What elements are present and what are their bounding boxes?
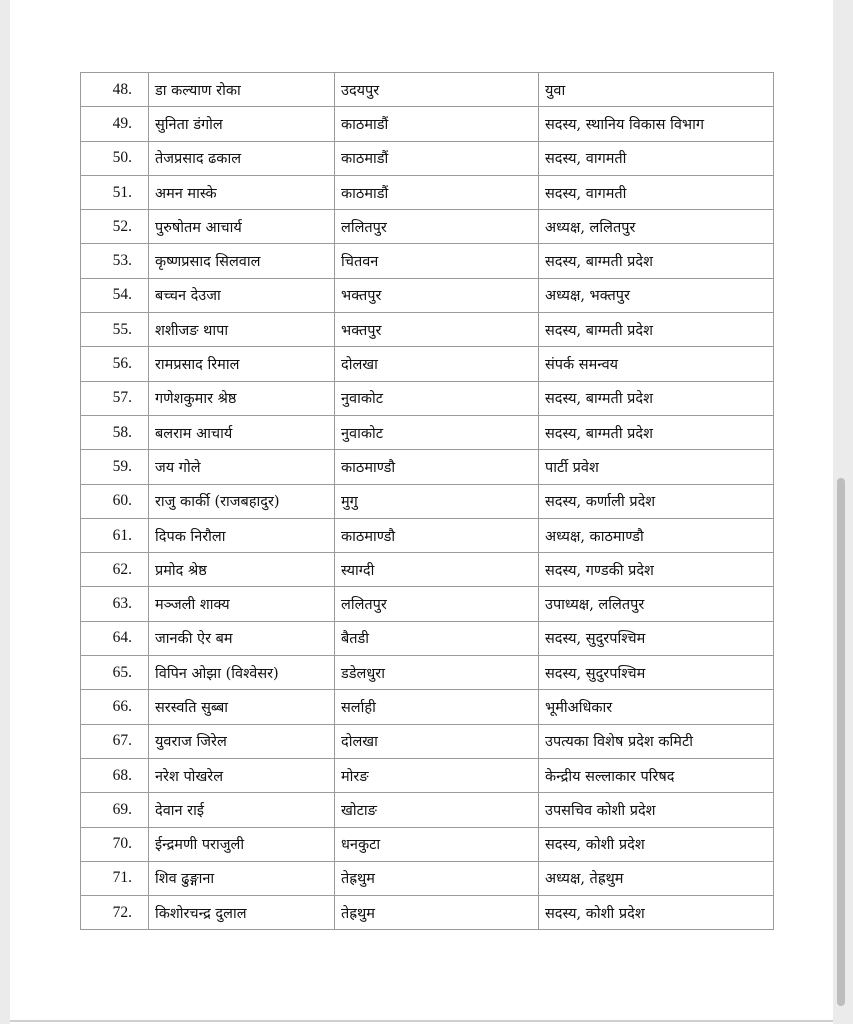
member-name: जानकी ऐर बम: [149, 621, 335, 655]
table-row: [81, 758, 774, 792]
table-row: [81, 896, 774, 930]
member-name: बलराम आचार्य: [149, 415, 335, 449]
member-district: दोलखा: [335, 724, 539, 758]
member-name: अमन मास्के: [149, 175, 335, 209]
table-row: [81, 141, 774, 175]
member-role: उपाध्यक्ष, ललितपुर: [539, 587, 774, 621]
member-name: बच्चन देउजा: [149, 278, 335, 312]
member-name: नरेश पोखरेल: [149, 758, 335, 792]
table-row: [81, 73, 774, 107]
member-name: रामप्रसाद रिमाल: [149, 347, 335, 381]
member-role: उपसचिव कोशी प्रदेश: [539, 793, 774, 827]
member-name: विपिन ओझा (विश्वेसर): [149, 656, 335, 690]
member-district: काठमाण्डौ: [335, 450, 539, 484]
member-district: मोरङ: [335, 758, 539, 792]
table-row: [81, 518, 774, 552]
row-number: 50.: [81, 141, 149, 175]
table-row: [81, 861, 774, 895]
row-number: 66.: [81, 690, 149, 724]
member-name: सुनिता डंगोल: [149, 107, 335, 141]
row-number: 51.: [81, 175, 149, 209]
member-role: सदस्य, सुदुरपश्चिम: [539, 621, 774, 655]
table-row: [81, 450, 774, 484]
member-name: डा कल्याण रोका: [149, 73, 335, 107]
member-role: सदस्य, गण्डकी प्रदेश: [539, 553, 774, 587]
table-row: [81, 175, 774, 209]
member-district: काठमाडौं: [335, 141, 539, 175]
member-name: पुरुषोतम आचार्य: [149, 210, 335, 244]
row-number: 63.: [81, 587, 149, 621]
member-district: भक्तपुर: [335, 278, 539, 312]
member-role: संपर्क समन्वय: [539, 347, 774, 381]
member-role: सदस्य, बाग्मती प्रदेश: [539, 244, 774, 278]
member-role: अध्यक्ष, ललितपुर: [539, 210, 774, 244]
member-role: सदस्य, कोशी प्रदेश: [539, 896, 774, 930]
member-name: कृष्णप्रसाद सिलवाल: [149, 244, 335, 278]
table-row: [81, 244, 774, 278]
member-name: तेजप्रसाद ढकाल: [149, 141, 335, 175]
member-name: शिव ढुङ्गाना: [149, 861, 335, 895]
row-number: 69.: [81, 793, 149, 827]
member-name: दिपक निरौला: [149, 518, 335, 552]
row-number: 60.: [81, 484, 149, 518]
member-name: सरस्वति सुब्बा: [149, 690, 335, 724]
member-name: युवराज जिरेल: [149, 724, 335, 758]
page-bottom-border: [10, 1020, 833, 1022]
member-role: युवा: [539, 73, 774, 107]
row-number: 49.: [81, 107, 149, 141]
member-district: ललितपुर: [335, 210, 539, 244]
member-district: सर्लाही: [335, 690, 539, 724]
member-district: तेह्रथुम: [335, 861, 539, 895]
table-row: [81, 347, 774, 381]
row-number: 67.: [81, 724, 149, 758]
table-row: [81, 278, 774, 312]
member-district: नुवाकोट: [335, 415, 539, 449]
table-row: [81, 793, 774, 827]
member-role: सदस्य, बाग्मती प्रदेश: [539, 381, 774, 415]
member-district: काठमाडौं: [335, 175, 539, 209]
row-number: 54.: [81, 278, 149, 312]
table-row: [81, 587, 774, 621]
member-district: स्याग्दी: [335, 553, 539, 587]
table-row: [81, 313, 774, 347]
table-row: [81, 621, 774, 655]
member-district: दोलखा: [335, 347, 539, 381]
table-row: [81, 107, 774, 141]
member-district: चितवन: [335, 244, 539, 278]
table-row: [81, 656, 774, 690]
table-row: [81, 553, 774, 587]
member-role: उपत्यका विशेष प्रदेश कमिटी: [539, 724, 774, 758]
table-row: [81, 210, 774, 244]
row-number: 58.: [81, 415, 149, 449]
row-number: 59.: [81, 450, 149, 484]
table-row: [81, 484, 774, 518]
row-number: 72.: [81, 896, 149, 930]
member-role: सदस्य, स्थानिय विकास विभाग: [539, 107, 774, 141]
table-row: [81, 724, 774, 758]
table-row: [81, 690, 774, 724]
row-number: 56.: [81, 347, 149, 381]
row-number: 53.: [81, 244, 149, 278]
row-number: 68.: [81, 758, 149, 792]
row-number: 65.: [81, 656, 149, 690]
member-role: अध्यक्ष, तेह्रथुम: [539, 861, 774, 895]
member-name: गणेशकुमार श्रेष्ठ: [149, 381, 335, 415]
member-name: देवान राई: [149, 793, 335, 827]
member-district: डडेलधुरा: [335, 656, 539, 690]
member-district: काठमाडौं: [335, 107, 539, 141]
scrollbar[interactable]: [837, 478, 845, 1006]
member-name: जय गोले: [149, 450, 335, 484]
row-number: 52.: [81, 210, 149, 244]
row-number: 70.: [81, 827, 149, 861]
row-number: 62.: [81, 553, 149, 587]
member-district: खोटाङ: [335, 793, 539, 827]
member-table-body: [81, 73, 774, 930]
member-role: केन्द्रीय सल्लाकार परिषद: [539, 758, 774, 792]
member-name: किशोरचन्द्र दुलाल: [149, 896, 335, 930]
row-number: 64.: [81, 621, 149, 655]
member-name: प्रमोद श्रेष्ठ: [149, 553, 335, 587]
member-role: भूमीअधिकार: [539, 690, 774, 724]
member-role: सदस्य, बाग्मती प्रदेश: [539, 313, 774, 347]
member-role: सदस्य, वागमती: [539, 175, 774, 209]
member-name: मञ्जली शाक्य: [149, 587, 335, 621]
member-district: ललितपुर: [335, 587, 539, 621]
member-role: सदस्य, कोशी प्रदेश: [539, 827, 774, 861]
member-role: सदस्य, कर्णाली प्रदेश: [539, 484, 774, 518]
member-district: भक्तपुर: [335, 313, 539, 347]
member-name: शशीजङ थापा: [149, 313, 335, 347]
member-role: सदस्य, बाग्मती प्रदेश: [539, 415, 774, 449]
member-district: बैतडी: [335, 621, 539, 655]
table-row: [81, 381, 774, 415]
row-number: 48.: [81, 73, 149, 107]
member-name: राजु कार्की (राजबहादुर): [149, 484, 335, 518]
member-role: अध्यक्ष, भक्तपुर: [539, 278, 774, 312]
member-district: धनकुटा: [335, 827, 539, 861]
table-row: [81, 827, 774, 861]
member-name: ईन्द्रमणी पराजुली: [149, 827, 335, 861]
member-district: काठमाण्डौ: [335, 518, 539, 552]
member-district: उदयपुर: [335, 73, 539, 107]
member-role: सदस्य, वागमती: [539, 141, 774, 175]
member-district: नुवाकोट: [335, 381, 539, 415]
row-number: 57.: [81, 381, 149, 415]
member-role: पार्टी प्रवेश: [539, 450, 774, 484]
member-district: तेह्रथुम: [335, 896, 539, 930]
member-district: मुगु: [335, 484, 539, 518]
row-number: 61.: [81, 518, 149, 552]
table-row: [81, 415, 774, 449]
row-number: 55.: [81, 313, 149, 347]
member-role: अध्यक्ष, काठमाण्डौ: [539, 518, 774, 552]
member-table: [80, 72, 774, 930]
member-role: सदस्य, सुदुरपश्चिम: [539, 656, 774, 690]
row-number: 71.: [81, 861, 149, 895]
